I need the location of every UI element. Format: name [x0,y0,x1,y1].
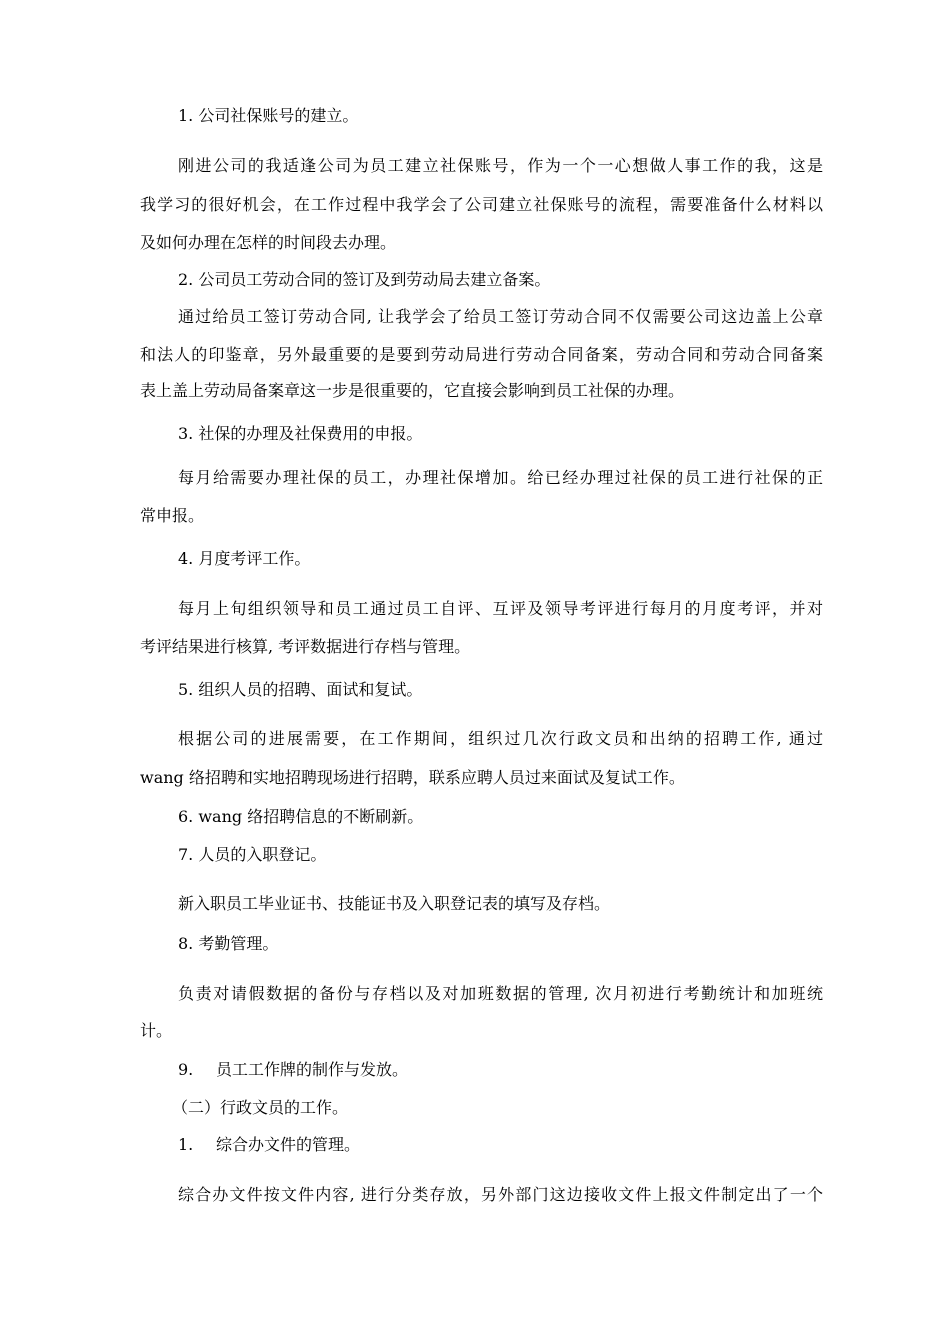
sub-heading-1 [178,1134,360,1156]
paragraph-4-line-2: 考评结果进行核算, 考评数据进行存档与管理。 [140,637,471,656]
paragraph-5-line-2: wang 络招聘和实地招聘现场进行招聘，联系应聘人员过来面试及复试工作。 [140,768,685,787]
section-heading-2: （二）行政文员的工作。 [172,1098,349,1117]
paragraph-3-line-1: 每月给需要办理社保的员工，办理社保增加。给已经办理过社保的员工进行社保的正 [178,468,823,487]
paragraph-1-line-2: 我学习的很好机会，在工作过程中我学会了公司建立社保账号的流程，需要准备什么材料以 [140,195,823,214]
heading-5: 5. 组织人员的招聘、面试和复试。 [178,680,423,699]
paragraph-5-line-1: 根据公司的进展需要，在工作期间，组织过几次行政文员和出纳的招聘工作, 通过 [178,729,823,748]
paragraph-2-line-1: 通过给员工签订劳动合同, 让我学会了给员工签订劳动合同不仅需要公司这边盖上公章 [178,307,823,326]
paragraph-1-line-1: 刚进公司的我适逢公司为员工建立社保账号，作为一个一心想做人事工作的我，这是 [178,156,823,175]
paragraph-7-line-1: 新入职员工毕业证书、技能证书及入职登记表的填写及存档。 [178,894,611,913]
heading-1: 1. 公司社保账号的建立。 [178,106,359,125]
heading-3: 3. 社保的办理及社保费用的申报。 [178,424,423,443]
heading-2: 2. 公司员工劳动合同的签订及到劳动局去建立备案。 [178,270,551,289]
paragraph-8-line-2: 计。 [140,1021,173,1040]
heading-6: 6. wang 络招聘信息的不断刷新。 [178,807,424,826]
heading-8: 8. 考勤管理。 [178,934,279,953]
paragraph-4-line-1: 每月上旬组织领导和员工通过员工自评、互评及领导考评进行每月的月度考评，并对 [178,599,823,618]
paragraph-3-line-2: 常申报。 [140,506,205,525]
section-2-paragraph-1-line-1: 综合办文件按文件内容, 进行分类存放，另外部门这边接收文件上报文件制定出了一个 [178,1185,823,1204]
paragraph-2-line-3: 表上盖上劳动局备案章这一步是很重要的，它直接会影响到员工社保的办理。 [140,381,685,400]
heading-9-text: 员工工作牌的制作与发放。 [216,1060,409,1079]
sub-heading-1-number: 1. [178,1135,194,1154]
paragraph-1-line-3: 及如何办理在怎样的时间段去办理。 [140,233,397,252]
paragraph-8-line-1: 负责对请假数据的备份与存档以及对加班数据的管理, 次月初进行考勤统计和加班统 [178,984,823,1003]
paragraph-2-line-2: 和法人的印鉴章，另外最重要的是要到劳动局进行劳动合同备案，劳动合同和劳动合同备案 [140,345,823,364]
heading-4: 4. 月度考评工作。 [178,549,311,568]
heading-9 [178,1059,408,1081]
heading-9-number: 9. [178,1060,194,1079]
heading-7: 7. 人员的入职登记。 [178,845,327,864]
sub-heading-1-text: 综合办文件的管理。 [216,1135,361,1154]
